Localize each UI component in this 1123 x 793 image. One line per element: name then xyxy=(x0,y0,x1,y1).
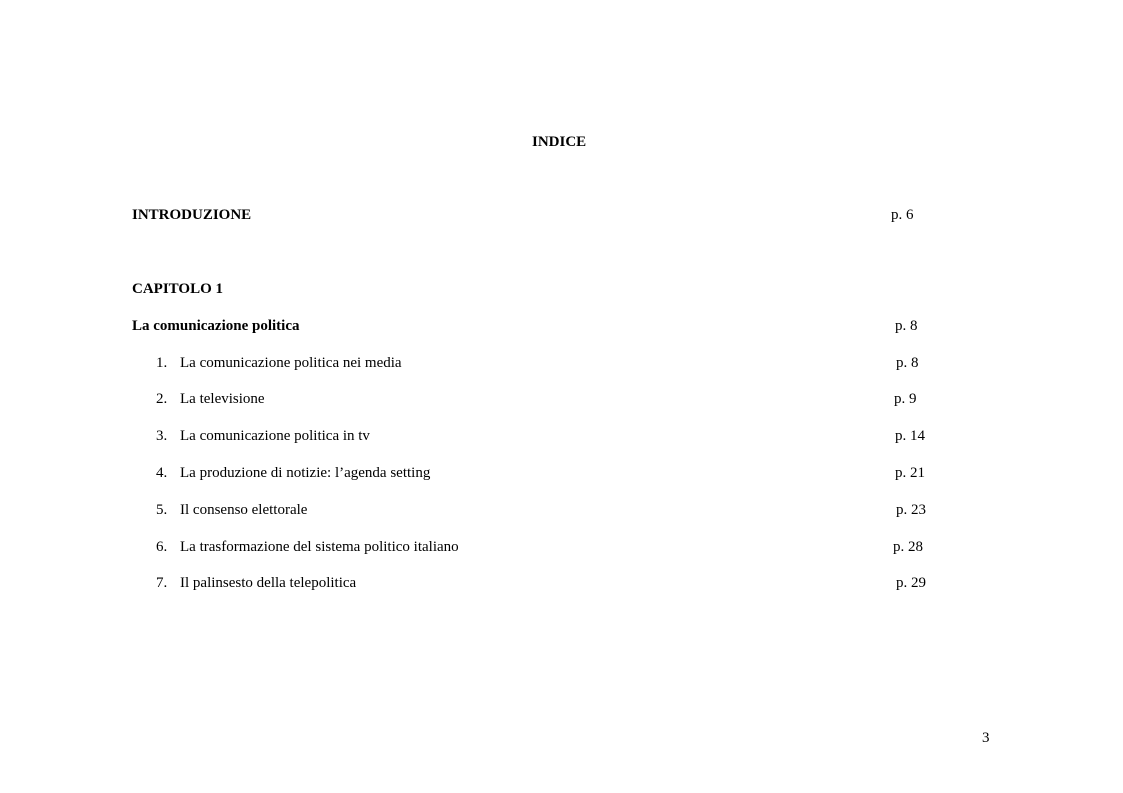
section-page: p. 9 xyxy=(894,391,917,407)
section-title: La comunicazione politica nei media xyxy=(180,355,402,371)
section-page: p. 21 xyxy=(895,465,925,481)
chapter-title: La comunicazione politica xyxy=(132,318,300,334)
section-number: 3. xyxy=(156,428,168,444)
section-page: p. 8 xyxy=(896,355,919,371)
section-number: 2. xyxy=(156,391,168,407)
section-number: 1. xyxy=(156,355,168,371)
section-number: 4. xyxy=(156,465,168,481)
section-title: Il palinsesto della telepolitica xyxy=(180,575,357,591)
section-page: p. 28 xyxy=(893,539,923,555)
index-heading: INDICE xyxy=(532,134,587,150)
section-title: La trasformazione del sistema politico italiano xyxy=(180,539,459,555)
section-title: Il consenso elettorale xyxy=(180,502,308,518)
section-page: p. 29 xyxy=(896,575,926,591)
section-title: La televisione xyxy=(180,391,265,407)
chapter-label: CAPITOLO 1 xyxy=(132,281,223,297)
introduction-label: INTRODUZIONE xyxy=(132,207,252,223)
section-title: La produzione di notizie: l’agenda setting xyxy=(180,465,431,481)
section-number: 5. xyxy=(156,502,168,518)
section-page: p. 14 xyxy=(895,428,925,444)
introduction-page: p. 6 xyxy=(891,207,914,223)
section-page: p. 23 xyxy=(896,502,926,518)
chapter-page: p. 8 xyxy=(895,318,918,334)
section-title: La comunicazione politica in tv xyxy=(180,428,370,444)
section-number: 6. xyxy=(156,539,168,555)
section-number: 7. xyxy=(156,575,168,591)
page-number: 3 xyxy=(982,730,990,746)
